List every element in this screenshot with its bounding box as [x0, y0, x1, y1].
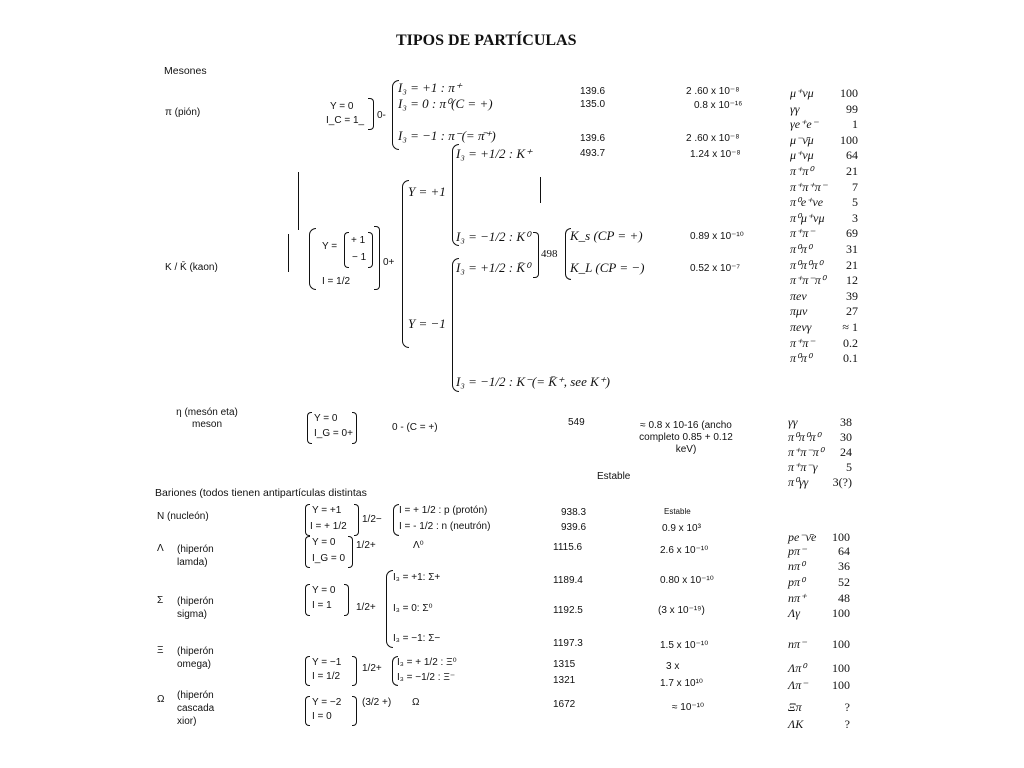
xi-life-minus: 1.7 x 10¹⁰ [660, 678, 703, 689]
omega-life: ≈ 10⁻¹⁰ [672, 702, 705, 713]
lambda-life: 2.6 x 10⁻¹⁰ [660, 545, 709, 556]
omega-i: I = 0 [312, 711, 332, 722]
pion-y: Y = 0 [330, 101, 354, 112]
kaon-k0-bracket [533, 232, 539, 278]
kaon-state-k0bar: I₃ = +1/2 : K̄⁰ [456, 260, 531, 275]
lambda-state: Λ⁰ [413, 540, 424, 551]
kaon-name: K / K̄ (kaon) [165, 262, 218, 273]
lambda-symbol: Λ [157, 543, 164, 554]
kaon-y-label: Y = [322, 241, 338, 252]
decay-branching-ratio: 5 [852, 195, 858, 210]
decay-mode: π⁰π⁰ [790, 351, 812, 366]
kaon-k-short: K_s (CP = +) [570, 228, 643, 243]
decay-mode: Λγ [788, 606, 800, 620]
sigma-state-minus: I₃ = −1: Σ− [393, 633, 441, 644]
decay-mode: γγ [788, 415, 798, 429]
decay-branching-ratio: 5 [846, 460, 852, 474]
decay-branching-ratio: 64 [838, 544, 850, 558]
lambda-i: I_G = 0 [312, 553, 346, 564]
decay-branching-ratio: 99 [846, 101, 858, 116]
kaon-y-plus: + 1 [351, 235, 366, 246]
decay-branching-ratio: 36 [838, 559, 850, 573]
lambda-jp: 1/2+ [356, 540, 376, 551]
pion-mass-1: 139.6 [580, 86, 606, 97]
nucleon-i: I = + 1/2 [310, 521, 347, 532]
sigma-qn-bracket-left [305, 584, 310, 616]
kaon-i: I = 1/2 [322, 276, 351, 287]
xi-i: I = 1/2 [312, 671, 341, 682]
kaon-y-minus: − 1 [352, 252, 367, 263]
page-title: TIPOS DE PARTÍCULAS [396, 32, 577, 49]
decay-branching-ratio: 21 [846, 164, 858, 178]
omega-qn-bracket-left [305, 696, 310, 726]
kaon-outer-rule-2 [288, 234, 289, 272]
eta-qn-bracket-left [307, 412, 312, 444]
sigma-qn-bracket-right [344, 584, 349, 616]
eta-mass: 549 [568, 417, 585, 428]
decay-mode: nπ⁺ [788, 591, 807, 605]
omega-qn-bracket-right [352, 696, 357, 726]
decay-branching-ratio: 100 [840, 86, 858, 100]
xi-state-minus: I₃ = −1/2 : Ξ⁻ [397, 672, 456, 683]
decay-mode: μ⁺νμ [790, 148, 814, 163]
decay-mode: πμν [790, 304, 808, 319]
decay-branching-ratio: 3(?) [832, 475, 852, 489]
pion-name: π (pión) [165, 107, 201, 118]
nucleon-name: N (nucleón) [157, 511, 209, 522]
decay-branching-ratio: 21 [846, 257, 858, 272]
sigma-mass-plus: 1189.4 [553, 575, 583, 586]
sigma-i: I = 1 [312, 600, 332, 611]
decay-branching-ratio: 69 [846, 226, 858, 241]
sigma-states-brace [386, 570, 393, 648]
decay-mode: nπ⁻ [788, 637, 807, 651]
decay-branching-ratio: 52 [838, 575, 850, 589]
kaon-y-bracket-left [344, 232, 349, 268]
pion-i: I_C = 1_ [326, 115, 365, 126]
decay-mode: π⁰γγ [788, 475, 809, 489]
decay-branching-ratio: 31 [846, 242, 858, 256]
decay-mode: γγ [790, 101, 800, 116]
sigma-jp: 1/2+ [356, 602, 376, 613]
decay-mode: π⁰π⁰ [790, 242, 812, 256]
pion-state-zero: I₃ = 0 : π⁰(C = +) [398, 96, 493, 111]
lambda-y: Y = 0 [312, 537, 336, 548]
decay-branching-ratio: 30 [840, 430, 852, 444]
decay-mode: π⁰π⁰π⁰ [788, 430, 821, 444]
kaon-states-brace-bottom [452, 258, 459, 392]
kaon-life-kplus: 1.24 x 10⁻⁸ [690, 149, 741, 160]
kaon-life-kl: 0.52 x 10⁻⁷ [690, 263, 741, 274]
omega-name: (hiperón cascada xior) [177, 690, 215, 727]
xi-mass-zero: 1315 [553, 659, 576, 670]
pion-life-2: 0.8 x 10⁻¹⁶ [694, 100, 743, 111]
xi-y: Y = −1 [312, 657, 342, 668]
decay-branching-ratio: 100 [832, 606, 850, 620]
decay-branching-ratio: 38 [840, 415, 852, 429]
xi-jp: 1/2+ [362, 663, 382, 674]
decay-mode: nπ⁰ [788, 559, 805, 573]
kaon-state-kminus: I₃ = −1/2 : K⁻(= K̄⁺, see K⁺) [456, 374, 610, 389]
decay-mode: π⁺π⁰ [790, 164, 814, 178]
decay-mode: ΛK [788, 717, 804, 731]
decay-branching-ratio: 48 [838, 591, 850, 605]
pion-jp: 0- [377, 110, 386, 121]
lambda-qn-bracket-right [348, 536, 353, 568]
kaon-life-ks: 0.89 x 10⁻¹⁰ [690, 231, 744, 242]
sigma-mass-zero: 1192.5 [553, 605, 583, 616]
decay-mode: π⁺π⁻ [790, 226, 815, 241]
decay-branching-ratio: 7 [852, 179, 858, 194]
decay-branching-ratio: 24 [840, 445, 852, 459]
omega-symbol: Ω [157, 694, 165, 705]
decay-mode: π⁺π⁻π⁰ [790, 273, 826, 288]
eta-jp: 0 - (C = +) [392, 422, 438, 433]
decay-mode: γe⁺e⁻ [790, 117, 819, 132]
decay-mode: Λπ⁻ [788, 678, 808, 692]
nucleon-qn-bracket-right [354, 504, 359, 536]
decay-mode: μ⁻ν̄μ [790, 132, 814, 147]
pion-state-plus: I₃ = +1 : π⁺ [398, 80, 462, 95]
nucleon-state-n: I = - 1/2 : n (neutrón) [399, 521, 491, 532]
decay-mode: Λπ⁰ [788, 661, 807, 675]
decay-branching-ratio: 100 [840, 132, 858, 147]
sigma-state-zero: I₃ = 0: Σ⁰ [393, 603, 433, 614]
kaon-y-bracket-right [368, 232, 373, 268]
kaon-group-bracket [374, 226, 380, 290]
omega-y: Y = −2 [312, 697, 342, 708]
sigma-life-zero: (3 x 10⁻¹⁹) [658, 605, 705, 616]
lambda-qn-bracket-left [305, 536, 310, 568]
omega-mass: 1672 [553, 699, 576, 710]
decay-branching-ratio: 3 [852, 210, 858, 225]
decay-mode: π⁺π⁻γ [788, 460, 818, 474]
nucleon-life-n: 0.9 x 10³ [662, 523, 701, 534]
eta-qn-bracket-right [352, 412, 357, 444]
decay-branching-ratio: 100 [832, 530, 850, 544]
lambda-name: (hiperón lamda) [177, 544, 214, 568]
decay-branching-ratio: ? [844, 700, 850, 714]
kaon-inner-rule [540, 177, 541, 203]
kaon-mass-kplus: 493.7 [580, 148, 606, 159]
decay-mode: pπ⁻ [788, 544, 807, 558]
decay-branching-ratio: 27 [846, 304, 858, 319]
pion-mass-2: 135.0 [580, 99, 606, 110]
decay-branching-ratio: ? [844, 717, 850, 731]
kaon-jp: 0+ [383, 257, 395, 268]
kaon-y-minus-label: Y = −1 [408, 316, 446, 331]
decay-mode: π⁺π⁻ [790, 335, 815, 350]
xi-symbol: Ξ [157, 645, 164, 656]
pion-mass-3: 139.6 [580, 133, 606, 144]
decay-branching-ratio: 100 [832, 637, 850, 651]
omega-state: Ω [412, 697, 420, 708]
sigma-life-plus: 0.80 x 10⁻¹⁰ [660, 575, 714, 586]
nucleon-mass-n: 939.6 [561, 522, 587, 533]
baryons-heading: Bariones (todos tienen antipartículas distintas [155, 487, 367, 499]
nucleon-jp: 1/2− [362, 514, 382, 525]
sigma-state-plus: I₃ = +1: Σ+ [393, 572, 441, 583]
xi-mass-minus: 1321 [553, 675, 576, 686]
decay-mode: πeνγ [790, 320, 812, 334]
eta-width: ≈ 0.8 x 10-16 (ancho completo 0.85 + 0.12 keV) [639, 420, 733, 455]
decay-branching-ratio: 0.1 [843, 351, 858, 366]
sigma-mass-minus: 1197.3 [553, 638, 583, 649]
xi-qn-bracket-right [352, 656, 357, 686]
xi-qn-bracket-left [305, 656, 310, 686]
pion-qn-bracket [368, 98, 374, 130]
nucleon-y: Y = +1 [312, 505, 342, 516]
decay-branching-ratio: 39 [846, 288, 858, 303]
decay-mode: π⁺π⁻π⁰ [788, 445, 824, 459]
kaon-k-long: K_L (CP = −) [570, 260, 645, 275]
decay-branching-ratio: 64 [846, 148, 858, 163]
decay-mode: pe⁻ν̄e [788, 530, 817, 544]
decay-branching-ratio: 0.2 [843, 335, 858, 350]
eta-y: Y = 0 [314, 413, 338, 424]
pion-life-1: 2 .60 x 10⁻⁸ [686, 86, 740, 97]
kaon-mass-k0: 498 [541, 248, 558, 260]
lambda-mass: 1115.6 [553, 542, 583, 553]
decay-branching-ratio: 100 [832, 678, 850, 692]
decay-mode: π⁰μ⁺νμ [790, 210, 825, 225]
decay-mode: π⁰π⁰π⁰ [790, 257, 823, 272]
pion-life-3: 2 .60 x 10⁻⁸ [686, 133, 740, 144]
sigma-symbol: Σ [157, 595, 164, 606]
sigma-life-minus: 1.5 x 10⁻¹⁰ [660, 640, 709, 651]
kaon-y-plus-label: Y = +1 [408, 184, 446, 199]
eta-name: η (mesón eta) meson [176, 407, 238, 430]
decay-mode: Ξπ [788, 700, 802, 714]
decay-branching-ratio: 100 [832, 661, 850, 675]
decay-branching-ratio: 1 [852, 117, 858, 132]
nucleon-life-p: Estable [664, 507, 691, 516]
decay-mode: πeν [790, 288, 807, 303]
decay-mode: π⁰e⁺νe [790, 195, 824, 210]
xi-life-zero: 3 x [666, 661, 680, 672]
decay-mode: π⁺π⁺π⁻ [790, 179, 828, 194]
nucleon-state-p: I = + 1/2 : p (protón) [399, 505, 488, 516]
decay-branching-ratio: 12 [846, 273, 858, 288]
eta-i: I_G = 0+ [314, 428, 353, 439]
nucleon-mass-p: 938.3 [561, 507, 587, 518]
eta-stable: Estable [597, 471, 631, 482]
mesons-heading: Mesones [164, 65, 207, 77]
decay-branching-ratio: ≈ 1 [842, 320, 858, 334]
kaon-state-k0: I₃ = −1/2 : K⁰ [456, 229, 531, 244]
pion-state-minus: I₃ = −1 : π⁻(= π̄⁺) [398, 128, 496, 143]
sigma-y: Y = 0 [312, 585, 336, 596]
xi-state-zero: I₃ = + 1/2 : Ξ⁰ [397, 657, 457, 668]
omega-jp: (3/2 +) [362, 697, 392, 708]
kaon-y-group [309, 228, 316, 290]
decay-mode: pπ⁰ [788, 575, 805, 589]
xi-name: (hiperón omega) [177, 646, 214, 670]
sigma-name: (hiperón sigma) [177, 596, 214, 620]
kaon-outer-rule-1 [298, 172, 299, 230]
decay-mode: μ⁺νμ [790, 86, 814, 100]
kaon-state-kplus: I₃ = +1/2 : K⁺ [456, 146, 532, 161]
